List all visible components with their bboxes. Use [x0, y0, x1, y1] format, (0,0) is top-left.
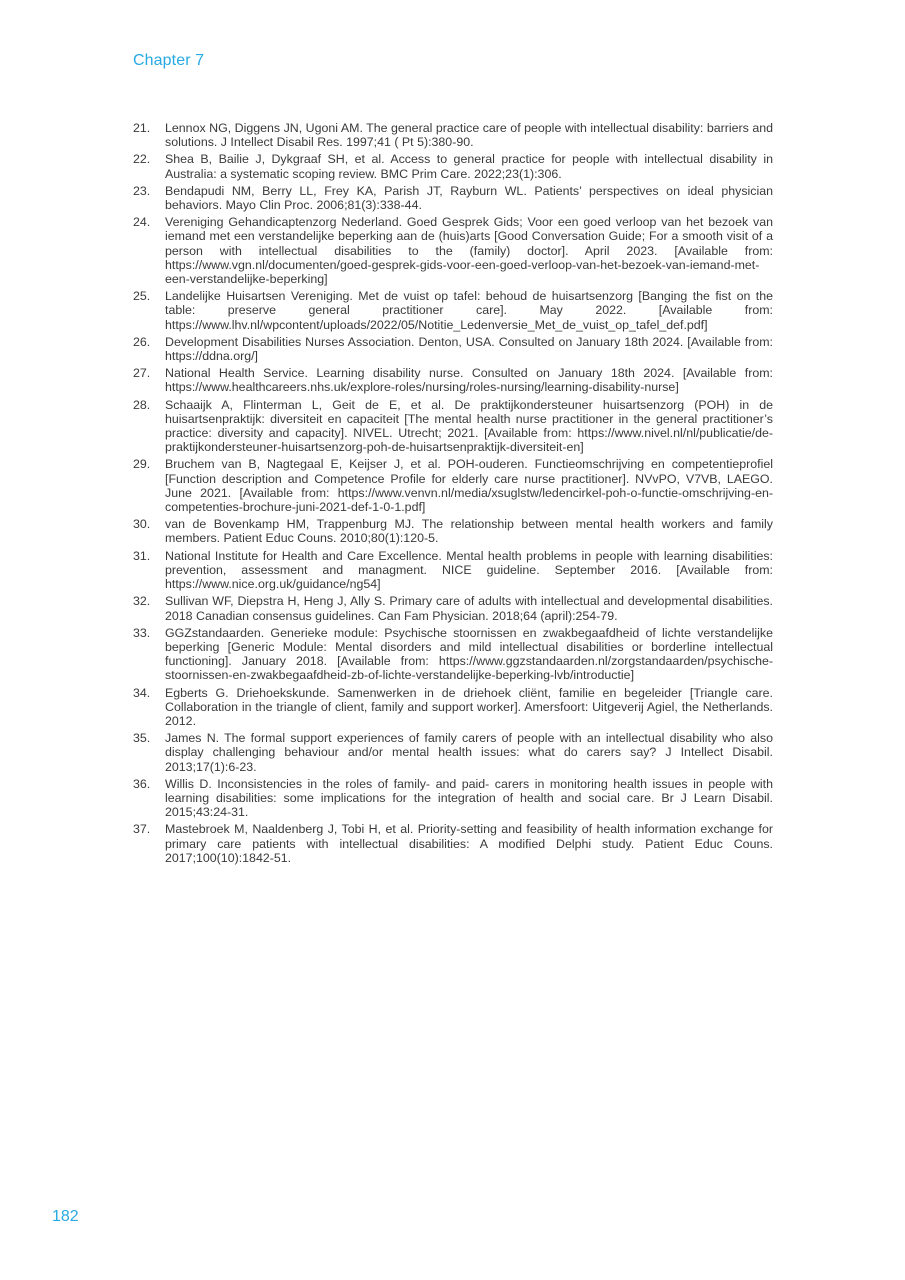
reference-number: 21.: [133, 121, 151, 135]
reference-item: [133, 686, 773, 729]
reference-text: Mastebroek M, Naaldenberg J, Tobi H, et al. Priority-setting and feasibility of health information exchange for primary care patients with intellectual disabilities: A modified Delphi study. Patient Educ Couns. 2017;100(10):1842-51.: [165, 822, 773, 865]
reference-text: National Institute for Health and Care Excellence. Mental health problems in people with learning disabilities: prevention, assessment and managment. NICE guideline. September 2016. [Available from: https://www.nice.org.uk/guidance/ng54]: [165, 548, 773, 592]
reference-text: van de Bovenkamp HM, Trappenburg MJ. The relationship between mental health workers and family members. Patient Educ Couns. 2010;80(1):120-5.: [165, 517, 773, 546]
reference-number: 36.: [133, 776, 151, 791]
reference-text: Schaaijk A, Flinterman L, Geit de E, et al. De praktijkondersteuner huisartsenzorg (POH) in de huisartsenpraktijk: diversiteit en capaciteit [The mental health nurse practitioner in the general practitioner’s practice: diversity and capacity]. NIVEL. Utrecht; 2021. [Available from: https://www.nivel.nl/nl/publicatie/de-praktijkondersteuner-huisartsenzorg-poh-de-huisartsenpraktijk-diversiteit-en]: [165, 397, 773, 455]
reference-number: 32.: [133, 594, 151, 609]
reference-number: 26.: [133, 334, 151, 349]
page-number: 182: [52, 1208, 79, 1225]
reference-text: Egberts G. Driehoekskunde. Samenwerken in de driehoek cliënt, familie en begeleider [Triangle care. Collaboration in the triangle of client, family and support worker]. Amersfoort: Uitgeverij Agiel, the Netherlands. 2012.: [165, 685, 773, 728]
reference-item: [133, 289, 773, 332]
reference-number: 23.: [133, 183, 151, 198]
reference-text: Development Disabilities Nurses Association. Denton, USA. Consulted on January 18th 2024. [Available from: https://ddna.org/]: [165, 334, 773, 364]
reference-item: [133, 594, 773, 622]
reference-item: [133, 822, 773, 865]
reference-text: Bendapudi NM, Berry LL, Frey KA, Parish JT, Rayburn WL. Patients’ perspectives on ideal physician behaviors. Mayo Clin Proc. 2006;81(3):338-44.: [165, 183, 773, 213]
reference-item: [133, 152, 773, 180]
reference-number: 33.: [133, 625, 151, 640]
reference-item: [133, 184, 773, 212]
reference-number: 34.: [133, 685, 151, 700]
reference-text: Bruchem van B, Nagtegaal E, Keijser J, et al. POH-ouderen. Functieomschrijving en competentieprofiel [Function description and Competence Profile for elderly care nurse practitioner]. NVvPO, V7VB, LAEGO. June 2021. [Available from: https://www.venvn.nl/media/xsuglstw/ledencirkel-poh-o-functie-omschrijving-en-competenties-brochure-juni-2021-def-1-0-1.pdf]: [165, 457, 773, 515]
reference-number: 31.: [133, 548, 151, 563]
reference-number: 29.: [133, 457, 151, 472]
reference-text: Willis D. Inconsistencies in the roles of family- and paid- carers in monitoring health issues in people with learning disabilities: some implications for the integration of health and social care. Br J Learn Disabil. 2015;43:24-31.: [165, 776, 773, 820]
reference-item: [133, 457, 773, 514]
reference-text: National Health Service. Learning disability nurse. Consulted on January 18th 2024. [Available from: https://www.healthcareers.nhs.uk/explore-roles/nursing/roles-nursing/learning-disability-nurse]: [165, 366, 773, 395]
chapter-header: Chapter 7: [133, 52, 205, 69]
reference-number: 22.: [133, 152, 151, 167]
reference-text: Landelijke Huisartsen Vereniging. Met de vuist op tafel: behoud de huisartsenzorg [Banging the fist on the table: preserve general practitioner care]. May 2022. [Available from: https://www.lhv.nl/wpcontent/uploads/2022/05/Notitie_Ledenversie_Met_de_vuist_op_tafel_def.pdf]: [165, 289, 773, 332]
reference-item: [133, 549, 773, 592]
reference-item: [133, 215, 773, 286]
reference-list: [133, 121, 773, 868]
reference-text: Lennox NG, Diggens JN, Ugoni AM. The general practice care of people with intellectual disability: barriers and solutions. J Intellect Disabil Res. 1997;41 ( Pt 5):380-90.: [165, 121, 773, 150]
reference-number: 35.: [133, 731, 151, 746]
reference-number: 24.: [133, 215, 151, 230]
reference-item: [133, 731, 773, 774]
reference-text: GGZstandaarden. Generieke module: Psychische stoornissen en zwakbegaafdheid of lichte verstandelijke beperking [Generic Module: Mental disorders and mild intellectual disabilities or borderline intellectual functioning]. January 2018. [Available from: https://www.ggzstandaarden.nl/zorgstandaarden/psychische-stoornissen-en-zwakbegaafdheid-zb-of-lichte-verstandelijke-beperking-lvb/introductie]: [165, 625, 773, 683]
reference-item: [133, 335, 773, 363]
reference-number: 28.: [133, 397, 151, 412]
reference-item: [133, 121, 773, 149]
reference-text: Shea B, Bailie J, Dykgraaf SH, et al. Access to general practice for people with intellectual disability in Australia: a systematic scoping review. BMC Prim Care. 2022;23(1):306.: [165, 152, 773, 181]
reference-item: [133, 398, 773, 455]
reference-text: Vereniging Gehandicaptenzorg Nederland. Goed Gesprek Gids; Voor een goed verloop van het bezoek van iemand met een verstandelijke beperking aan de (huis)arts [Good Conversation Guide; For a smooth visit of a person with intellectual disabilities to the (family) doctor]. April 2023. [Available from: https://www.vgn.nl/documenten/goed-gesprek-gids-voor-een-goed-verloop-van-het-bezoek-van-iemand-met-een-verstandelijke-beperking]: [165, 215, 773, 287]
reference-item: [133, 517, 773, 545]
reference-text: James N. The formal support experiences of family carers of people with an intellectual disability who also display challenging behaviour and/or mental health issues: what do carers say? J Intellect Disabil. 2013;17(1):6-23.: [165, 731, 773, 774]
reference-number: 25.: [133, 289, 151, 304]
reference-number: 37.: [133, 822, 151, 837]
reference-text: Sullivan WF, Diepstra H, Heng J, Ally S. Primary care of adults with intellectual and developmental disabilities. 2018 Canadian consensus guidelines. Can Fam Physician. 2018;64 (april):254-79.: [165, 594, 773, 623]
reference-number: 27.: [133, 366, 151, 381]
reference-number: 30.: [133, 517, 151, 532]
reference-item: [133, 626, 773, 683]
reference-item: [133, 777, 773, 820]
reference-item: [133, 366, 773, 394]
